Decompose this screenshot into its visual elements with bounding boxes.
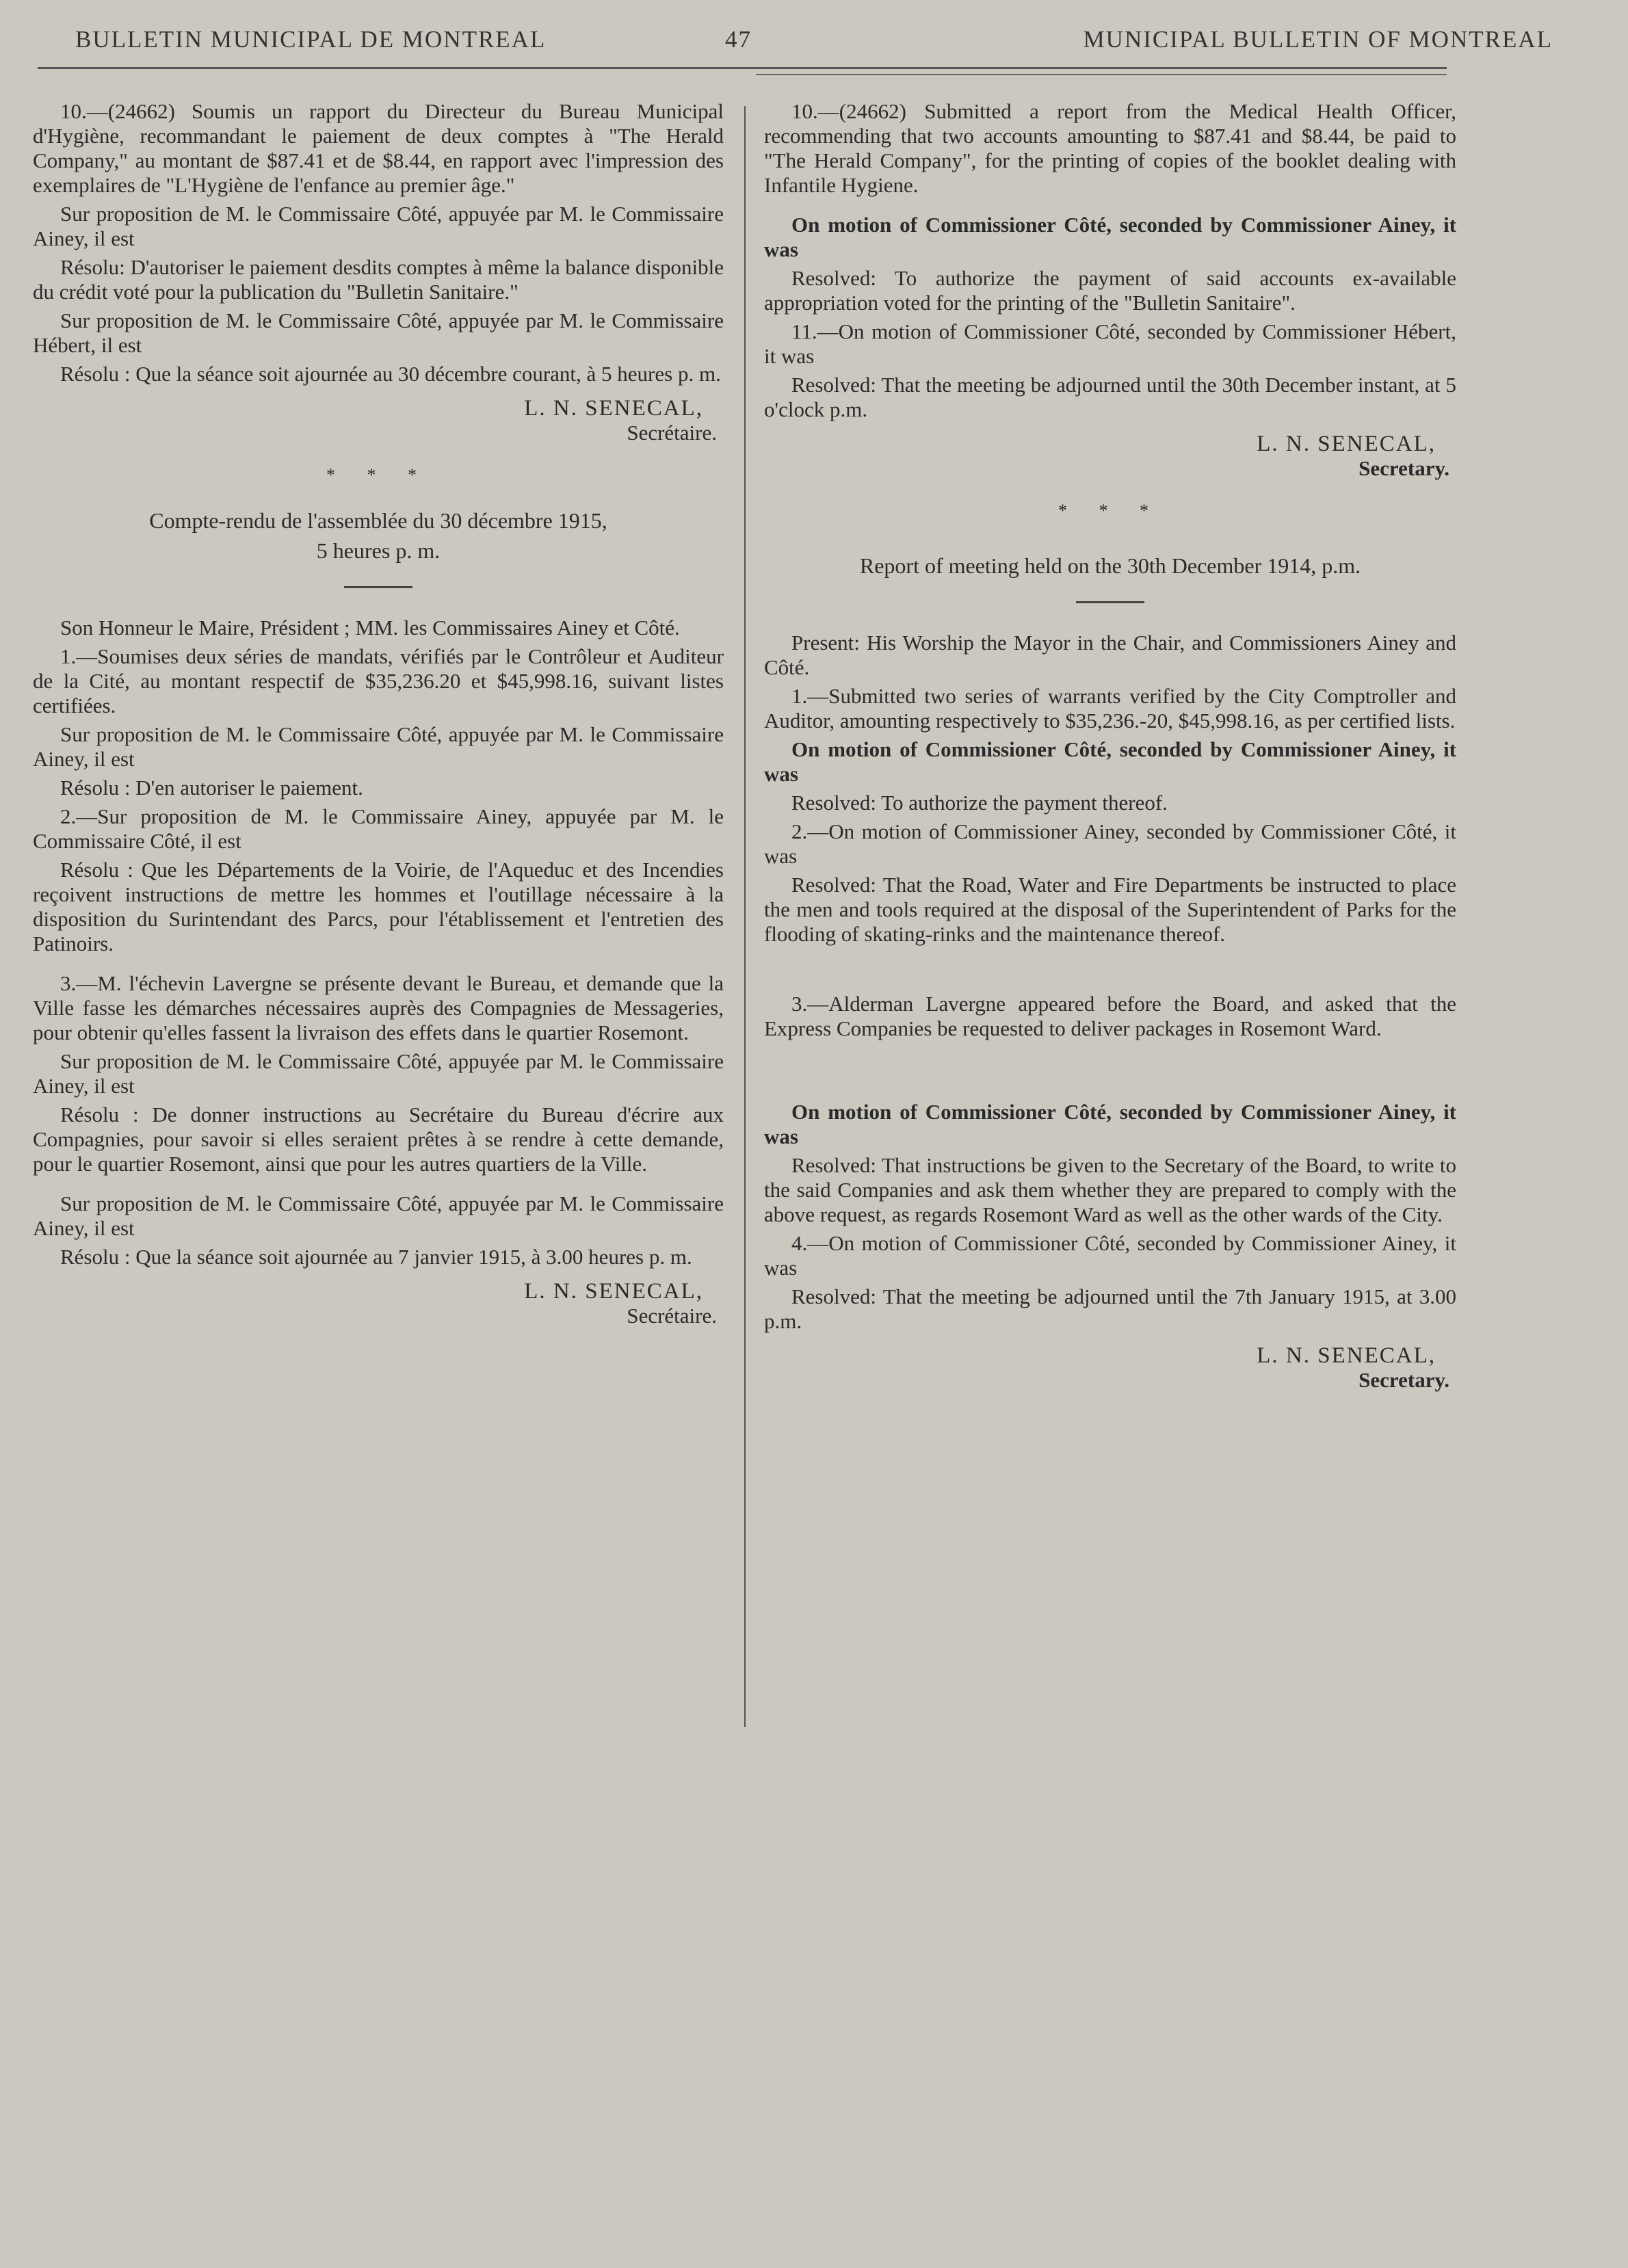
signature-title: Secrétaire. [627,1304,717,1328]
item-3-fr: 3.—M. l'échevin Lavergne se présente devant le Bureau, et demande que la Ville fasse les démarches nécessaires auprès des Compagnies de Messageries, pour obtenir qu'elles fassent la livraison des effets dans le quartier Rosemont. [33,971,724,1044]
signature-title: Secretary. [1358,456,1449,480]
english-column [764,99,1456,1393]
resolution-fr: Résolu : De donner instructions au Secrétaire du Bureau d'écrire aux Compagnies, pour savoir si elles seraient prêtes à se rendre à cette demande, pour le quartier Rosemont, ainsi que pour les autres quartiers de la Ville. [33,1103,724,1176]
resolution-en: Resolved: That the meeting be adjourned until the 7th January 1915, at 3.00 p.m. [764,1284,1456,1333]
resolution-en: Resolved: That the meeting be adjourned until the 30th December instant, at 5 o'clock p.m. [764,373,1456,421]
resolution-fr: Résolu : Que la séance soit ajournée au 7 janvier 1915, à 3.00 heures p. m. [60,1245,692,1269]
section-separator: * * * [326,465,430,485]
resolution-fr: Résolu : Que la séance soit ajournée au 30 décembre courant, à 5 heures p. m. [60,362,721,386]
signature-name: L. N. SENECAL, [1257,432,1436,456]
heading-rule [344,586,412,588]
resolution-en: Resolved: That the Road, Water and Fire Departments be instructed to place the men and tools required at the disposal of the Superintendent of Parks for the flooding of skating-rinks and the maintenance thereof. [764,873,1456,946]
attendance-en: Present: His Worship the Mayor in the Chair, and Commissioners Ainey and Côté. [764,631,1456,679]
motion-en: On motion of Commissioner Côté, seconded by Commissioner Ainey, it was [764,737,1456,786]
item-2-en: 2.—On motion of Commissioner Ainey, seconded by Commissioner Côté, it was [764,819,1456,868]
attendance-fr: Son Honneur le Maire, Président ; MM. les Commissaires Ainey et Côté. [60,616,680,639]
spacer [33,960,724,971]
signature-name: L. N. SENECAL, [1257,1343,1436,1368]
signature-name: L. N. SENECAL, [524,396,703,421]
header-english-title: MUNICIPAL BULLETIN OF MONTREAL [1083,26,1553,53]
header-french-title: BULLETIN MUNICIPAL DE MONTREAL [75,26,547,53]
resolution-fr: Résolu : D'en autoriser le paiement. [60,776,363,800]
report-heading-line: Compte-rendu de l'assemblée du 30 décembre 1915, [149,508,607,533]
item-10-en: 10.—(24662) Submitted a report from the Medical Health Officer, recommending that two accounts amounting to $87.41 and $8.44, be paid to "The Herald Company", for the printing of copies of the booklet dealing with Infantile Hygiene. [764,99,1456,197]
french-column [33,99,724,1328]
motion-fr: Sur proposition de M. le Commissaire Côté, appuyée par M. le Commissaire Ainey, il est [33,1049,724,1098]
resolution-fr: Résolu : Que les Départements de la Voirie, de l'Aqueduc et des Incendies reçoivent instructions de mettre les hommes et l'outillage nécessaire à la disposition du Surintendant des Parcs, pour l'établissement et l'entretien des Patinoirs. [33,858,724,955]
report-heading-line: 5 heures p. m. [316,538,441,563]
report-heading-fr [33,505,724,566]
resolution-fr: Résolu: D'autoriser le paiement desdits comptes à même la balance disponible du crédit voté pour la publication du "Bulletin Sanitaire." [33,255,724,304]
page-number: 47 [725,26,752,53]
resolution-en: Resolved: To authorize the payment of said accounts ex-available appropriation voted for the printing of the "Bulletin Sanitaire". [764,266,1456,315]
header-rule [38,67,1447,69]
motion-en: On motion of Commissioner Côté, seconded by Commissioner Ainey, it was [764,213,1456,261]
signature-title: Secretary. [1358,1368,1449,1392]
motion-en: On motion of Commissioner Côté, seconded by Commissioner Ainey, it was [764,1100,1456,1148]
spacer [33,1181,724,1191]
item-1-en: 1.—Submitted two series of warrants verified by the City Comptroller and Auditor, amounting respectively to $35,236.-20, $45,998.16, as per certified lists. [764,684,1456,733]
resolution-en: Resolved: That instructions be given to the Secretary of the Board, to write to the said Companies and ask them whether they are prepared to comply with the above request, as regards Rosemont Ward as well as the other wards of the City. [764,1153,1456,1226]
motion-fr: Sur proposition de M. le Commissaire Côté, appuyée par M. le Commissaire Ainey, il est [33,722,724,771]
column-divider [744,106,746,1727]
running-header [75,26,1553,60]
item-11-en: 11.—On motion of Commissioner Côté, seconded by Commissioner Hébert, it was [764,319,1456,368]
item-1-fr: 1.—Soumises deux séries de mandats, vérifiés par le Contrôleur et Auditeur de la Cité, au montant respectif de $35,236.20 et $45,998.16, suivant listes certifiées. [33,644,724,717]
motion-fr: Sur proposition de M. le Commissaire Côté, appuyée par M. le Commissaire Ainey, il est [33,1191,724,1240]
heading-rule [1076,601,1144,603]
section-separator: * * * [1058,501,1162,520]
signature-title: Secrétaire. [627,421,717,445]
spacer [764,202,1456,213]
motion-fr: Sur proposition de M. le Commissaire Côté, appuyée par M. le Commissaire Hébert, il est [33,308,724,357]
report-heading-en: Report of meeting held on the 30th December 1914, p.m. [859,553,1361,578]
motion-fr: Sur proposition de M. le Commissaire Côté, appuyée par M. le Commissaire Ainey, il est [33,202,724,250]
spacer [764,951,1456,992]
signature-name: L. N. SENECAL, [524,1279,703,1304]
spacer [764,1045,1456,1100]
resolution-en: Resolved: To authorize the payment thereof. [791,791,1168,815]
item-3-en: 3.—Alderman Lavergne appeared before the Board, and asked that the Express Companies be requested to deliver packages in Rosemont Ward. [764,992,1456,1040]
item-2-fr: 2.—Sur proposition de M. le Commissaire Ainey, appuyée par M. le Commissaire Côté, il est [33,804,724,853]
item-10-fr: 10.—(24662) Soumis un rapport du Directeur du Bureau Municipal d'Hygiène, recommandant le paiement de deux comptes à "The Herald Company," au montant de $87.41 et de $8.44, en rapport avec l'impression des exemplaires de "L'Hygiène de l'enfance au premier âge." [33,99,724,197]
header-rule-secondary [756,74,1447,75]
item-4-en: 4.—On motion of Commissioner Côté, seconded by Commissioner Ainey, it was [764,1231,1456,1280]
